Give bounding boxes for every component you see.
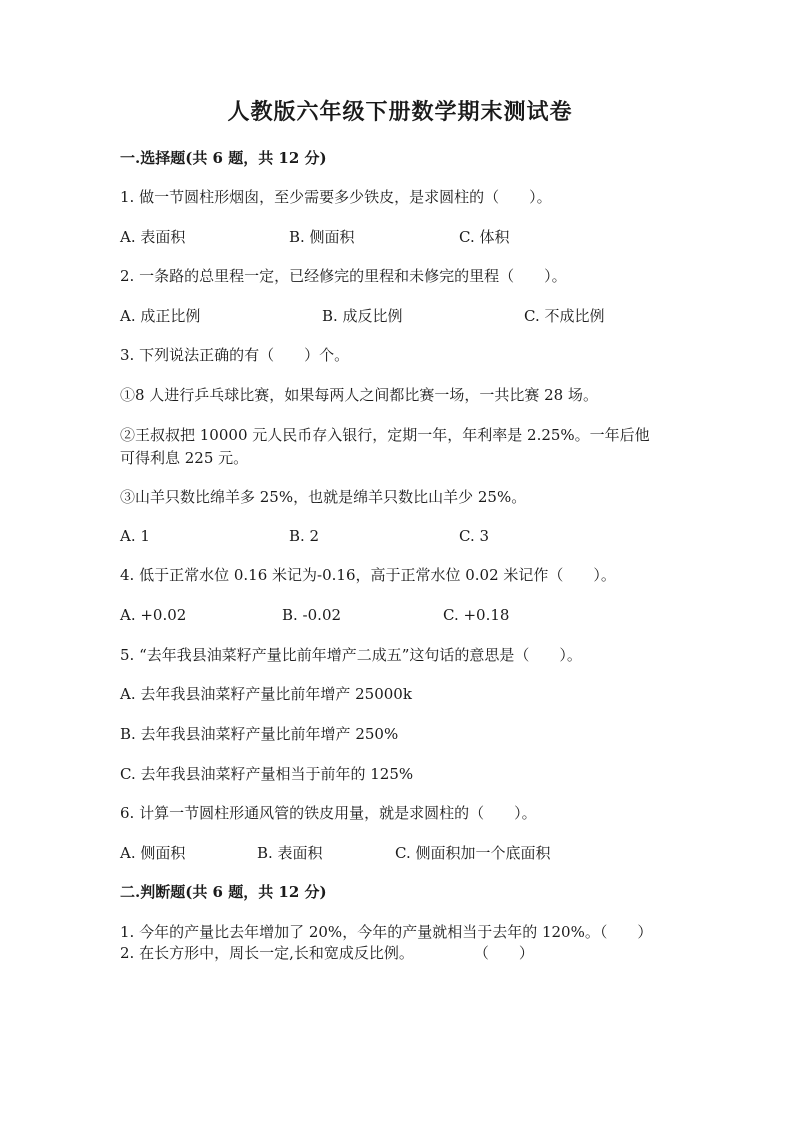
- question-3-stem: 3. 下列说法正确的有（ ）个。: [120, 346, 350, 364]
- q4-option-b: B. -0.02: [282, 606, 342, 624]
- q5-option-b: B. 去年我县油菜籽产量比前年增产 250%: [120, 725, 399, 743]
- q2-option-b: B. 成反比例: [322, 307, 403, 325]
- section-heading-judgment: 二.判断题(共 6 题，共 12 分): [120, 883, 327, 901]
- q4-option-c: C. +0.18: [443, 606, 510, 624]
- q5-option-a: A. 去年我县油菜籽产量比前年增产 25000k: [120, 685, 412, 703]
- q3-option-a: A. 1: [120, 527, 150, 545]
- question-2-stem: 2. 一条路的总里程一定，已经修完的里程和未修完的里程（ ）。: [120, 267, 567, 285]
- question-4-stem: 4. 低于正常水位 0.16 米记为-0.16，高于正常水位 0.02 米记作（ ）。: [120, 566, 616, 584]
- q1-option-a: A. 表面积: [120, 228, 186, 246]
- page-title: 人教版六年级下册数学期末测试卷: [227, 99, 573, 125]
- judgment-question-1: 1. 今年的产量比去年增加了 20%，今年的产量就相当于去年的 120%。（ ）: [120, 923, 653, 941]
- q3-statement-1: ①8 人进行乒乓球比赛，如果每两人之间都比赛一场，一共比赛 28 场。: [120, 386, 598, 404]
- question-5-stem: 5. “去年我县油菜籽产量比前年增产二成五”这句话的意思是（ ）。: [120, 646, 582, 664]
- q2-option-c: C. 不成比例: [524, 307, 605, 325]
- q3-statement-2-cont: 可得利息 225 元。: [120, 449, 249, 467]
- q4-option-a: A. +0.02: [120, 606, 187, 624]
- q1-option-b: B. 侧面积: [289, 228, 355, 246]
- q3-statement-2: ②王叔叔把 10000 元人民币存入银行，定期一年，年利率是 2.25%。一年后他: [120, 426, 650, 444]
- q1-option-c: C. 体积: [459, 228, 510, 246]
- section-heading-choice: 一.选择题(共 6 题，共 12 分): [120, 149, 327, 167]
- question-6-stem: 6. 计算一节圆柱形通风管的铁皮用量，就是求圆柱的（ ）。: [120, 804, 537, 822]
- q6-option-c: C. 侧面积加一个底面积: [395, 844, 551, 862]
- q6-option-b: B. 表面积: [257, 844, 323, 862]
- question-1-stem: 1. 做一节圆柱形烟囱，至少需要多少铁皮，是求圆柱的（ ）。: [120, 188, 552, 206]
- q3-option-c: C. 3: [459, 527, 490, 545]
- judgment-question-2: 2. 在长方形中，周长一定,长和宽成反比例。 （ ）: [120, 944, 534, 962]
- q5-option-c: C. 去年我县油菜籽产量相当于前年的 125%: [120, 765, 414, 783]
- q6-option-a: A. 侧面积: [120, 844, 186, 862]
- q3-option-b: B. 2: [289, 527, 320, 545]
- q3-statement-3: ③山羊只数比绵羊多 25%，也就是绵羊只数比山羊少 25%。: [120, 488, 527, 506]
- q2-option-a: A. 成正比例: [120, 307, 201, 325]
